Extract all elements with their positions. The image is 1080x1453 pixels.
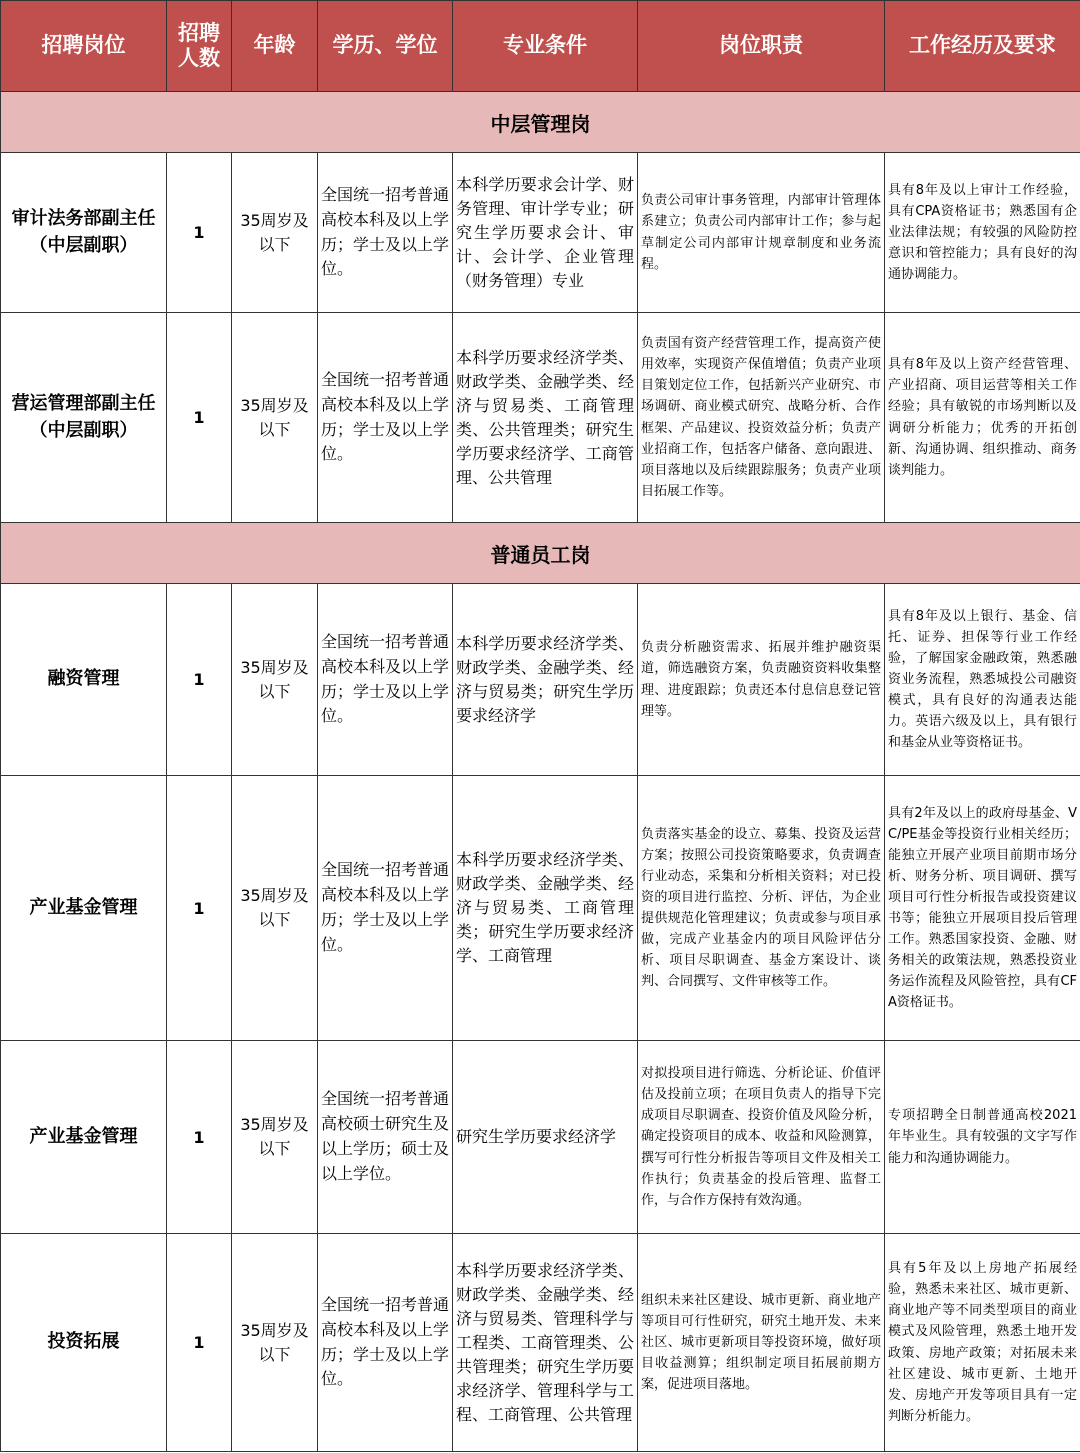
age-cell: 35周岁及以下 bbox=[232, 584, 318, 776]
education-cell: 全国统一招考普通高校本科及以上学历；学士及以上学位。 bbox=[318, 1234, 453, 1452]
count-cell: 1 bbox=[167, 776, 232, 1041]
education-cell: 全国统一招考普通高校本科及以上学历；学士及以上学位。 bbox=[318, 313, 453, 523]
education-cell: 全国统一招考普通高校本科及以上学历；学士及以上学位。 bbox=[318, 153, 453, 313]
position-cell: 营运管理部副主任（中层副职） bbox=[1, 313, 167, 523]
header-education: 学历、学位 bbox=[318, 1, 453, 92]
count-cell: 1 bbox=[167, 584, 232, 776]
header-major: 专业条件 bbox=[453, 1, 638, 92]
requirements-cell: 具有8年及以上资产经营管理、产业招商、项目运营等相关工作经验；具有敏锐的市场判断以及调研分析能力；优秀的开拓创新、沟通协调、组织推动、商务谈判能力。 bbox=[885, 313, 1080, 523]
age-cell: 35周岁及以下 bbox=[232, 1234, 318, 1452]
table-row bbox=[1, 153, 1080, 313]
count-cell: 1 bbox=[167, 1041, 232, 1234]
position-cell: 审计法务部副主任（中层副职） bbox=[1, 153, 167, 313]
section-title: 普通员工岗 bbox=[1, 523, 1080, 584]
major-cell: 本科学历要求经济学类、财政学类、金融学类、经济与贸易类；研究生学历要求经济学 bbox=[453, 584, 638, 776]
duties-cell: 负责落实基金的设立、募集、投资及运营方案；按照公司投资策略要求，负责调查行业动态，采集和分析相关资料；对已投资的项目进行监控、分析、评估，为企业提供规范化管理建议；负责或参与项目承做，完成产业基金内的项目风险评估分析、项目尽职调查、基金方案设计、谈判、合同撰写、文件审核等工作。 bbox=[638, 776, 885, 1041]
count-cell: 1 bbox=[167, 313, 232, 523]
position-cell: 产业基金管理 bbox=[1, 776, 167, 1041]
age-cell: 35周岁及以下 bbox=[232, 1041, 318, 1234]
duties-cell: 对拟投项目进行筛选、分析论证、价值评估及投前立项；在项目负责人的指导下完成项目尽职调查、投资价值及风险分析，确定投资项目的成本、收益和风险测算，撰写可行性分析报告等项目文件及相关工作执行；负责基金的投后管理、监督工作，与合作方保持有效沟通。 bbox=[638, 1041, 885, 1234]
count-cell: 1 bbox=[167, 153, 232, 313]
education-cell: 全国统一招考普通高校本科及以上学历；学士及以上学位。 bbox=[318, 776, 453, 1041]
requirements-cell: 具有8年及以上审计工作经验，具有CPA资格证书；熟悉国有企业法律法规；有较强的风险防控意识和管控能力；具有良好的沟通协调能力。 bbox=[885, 153, 1080, 313]
major-cell: 研究生学历要求经济学 bbox=[453, 1041, 638, 1234]
education-cell: 全国统一招考普通高校硕士研究生及以上学历；硕士及以上学位。 bbox=[318, 1041, 453, 1234]
requirements-cell: 具有8年及以上银行、基金、信托、证券、担保等行业工作经验，了解国家金融政策，熟悉融资业务流程，熟悉城投公司融资模式，具有良好的沟通表达能力。英语六级及以上，具有银行和基金从业等资格证书。 bbox=[885, 584, 1080, 776]
education-cell: 全国统一招考普通高校本科及以上学历；学士及以上学位。 bbox=[318, 584, 453, 776]
duties-cell: 负责分析融资需求、拓展并维护融资渠道，筛选融资方案，负责融资资料收集整理、进度跟踪；负责还本付息信息登记管理等。 bbox=[638, 584, 885, 776]
major-cell: 本科学历要求经济学类、财政学类、金融学类、经济与贸易类、管理科学与工程类、工商管理类、公共管理类；研究生学历要求经济学、管理科学与工程、工商管理、公共管理 bbox=[453, 1234, 638, 1452]
header-count bbox=[167, 1, 232, 92]
section-title: 中层管理岗 bbox=[1, 92, 1080, 153]
age-cell: 35周岁及以下 bbox=[232, 313, 318, 523]
table-row bbox=[1, 776, 1080, 1041]
header-position: 招聘岗位 bbox=[1, 1, 167, 92]
requirements-cell: 具有5年及以上房地产拓展经验，熟悉未来社区、城市更新、商业地产等不同类型项目的商业模式及风险管理，熟悉土地开发政策、房地产政策；对拓展未来社区建设、城市更新、土地开发、房地产开发等项目具有一定判断分析能力。 bbox=[885, 1234, 1080, 1452]
section-row-middle-management bbox=[1, 92, 1080, 153]
major-cell: 本科学历要求经济学类、财政学类、金融学类、经济与贸易类、工商管理类；研究生学历要求经济学、工商管理 bbox=[453, 776, 638, 1041]
duties-cell: 负责公司审计事务管理，内部审计管理体系建立；负责公司内部审计工作；参与起草制定公司内部审计规章制度和业务流程。 bbox=[638, 153, 885, 313]
header-row bbox=[1, 1, 1080, 92]
header-age: 年龄 bbox=[232, 1, 318, 92]
duties-cell: 组织未来社区建设、城市更新、商业地产等项目可行性研究，研究土地开发、未来社区、城市更新项目等投资环境，做好项目收益测算；组织制定项目拓展前期方案，促进项目落地。 bbox=[638, 1234, 885, 1452]
header-duties: 岗位职责 bbox=[638, 1, 885, 92]
major-cell: 本科学历要求会计学、财务管理、审计学专业；研究生学历要求会计、审计、会计学、企业管理（财务管理）专业 bbox=[453, 153, 638, 313]
header-count-label: 招聘人数 bbox=[178, 20, 220, 70]
count-cell: 1 bbox=[167, 1234, 232, 1452]
table-row bbox=[1, 1234, 1080, 1452]
age-cell: 35周岁及以下 bbox=[232, 153, 318, 313]
age-cell: 35周岁及以下 bbox=[232, 776, 318, 1041]
duties-cell: 负责国有资产经营管理工作，提高资产使用效率，实现资产保值增值；负责产业项目策划定位工作，包括新兴产业研究、市场调研、商业模式研究、战略分析、合作框架、产品建议、投资效益分析；负责产业招商工作，包括客户储备、意向跟进、项目落地以及后续跟踪服务；负责产业项目拓展工作等。 bbox=[638, 313, 885, 523]
position-cell: 产业基金管理 bbox=[1, 1041, 167, 1234]
major-cell: 本科学历要求经济学类、财政学类、金融学类、经济与贸易类、工商管理类、公共管理类；研究生学历要求经济学、工商管理、公共管理 bbox=[453, 313, 638, 523]
position-cell: 投资拓展 bbox=[1, 1234, 167, 1452]
table-row bbox=[1, 584, 1080, 776]
section-row-general-staff bbox=[1, 523, 1080, 584]
table-row bbox=[1, 1041, 1080, 1234]
requirements-cell: 具有2年及以上的政府母基金、VC/PE基金等投资行业相关经历；能独立开展产业项目前期市场分析、财务分析、项目调研、撰写项目可行性分析报告或投资建议书等；能独立开展项目投后管理工作。熟悉国家投资、金融、财务相关的政策法规，熟悉投资业务运作流程及风险管控，具有CFA资格证书。 bbox=[885, 776, 1080, 1041]
header-requirements: 工作经历及要求 bbox=[885, 1, 1080, 92]
position-cell: 融资管理 bbox=[1, 584, 167, 776]
table-row bbox=[1, 313, 1080, 523]
requirements-cell: 专项招聘全日制普通高校2021年毕业生。具有较强的文字写作能力和沟通协调能力。 bbox=[885, 1041, 1080, 1234]
